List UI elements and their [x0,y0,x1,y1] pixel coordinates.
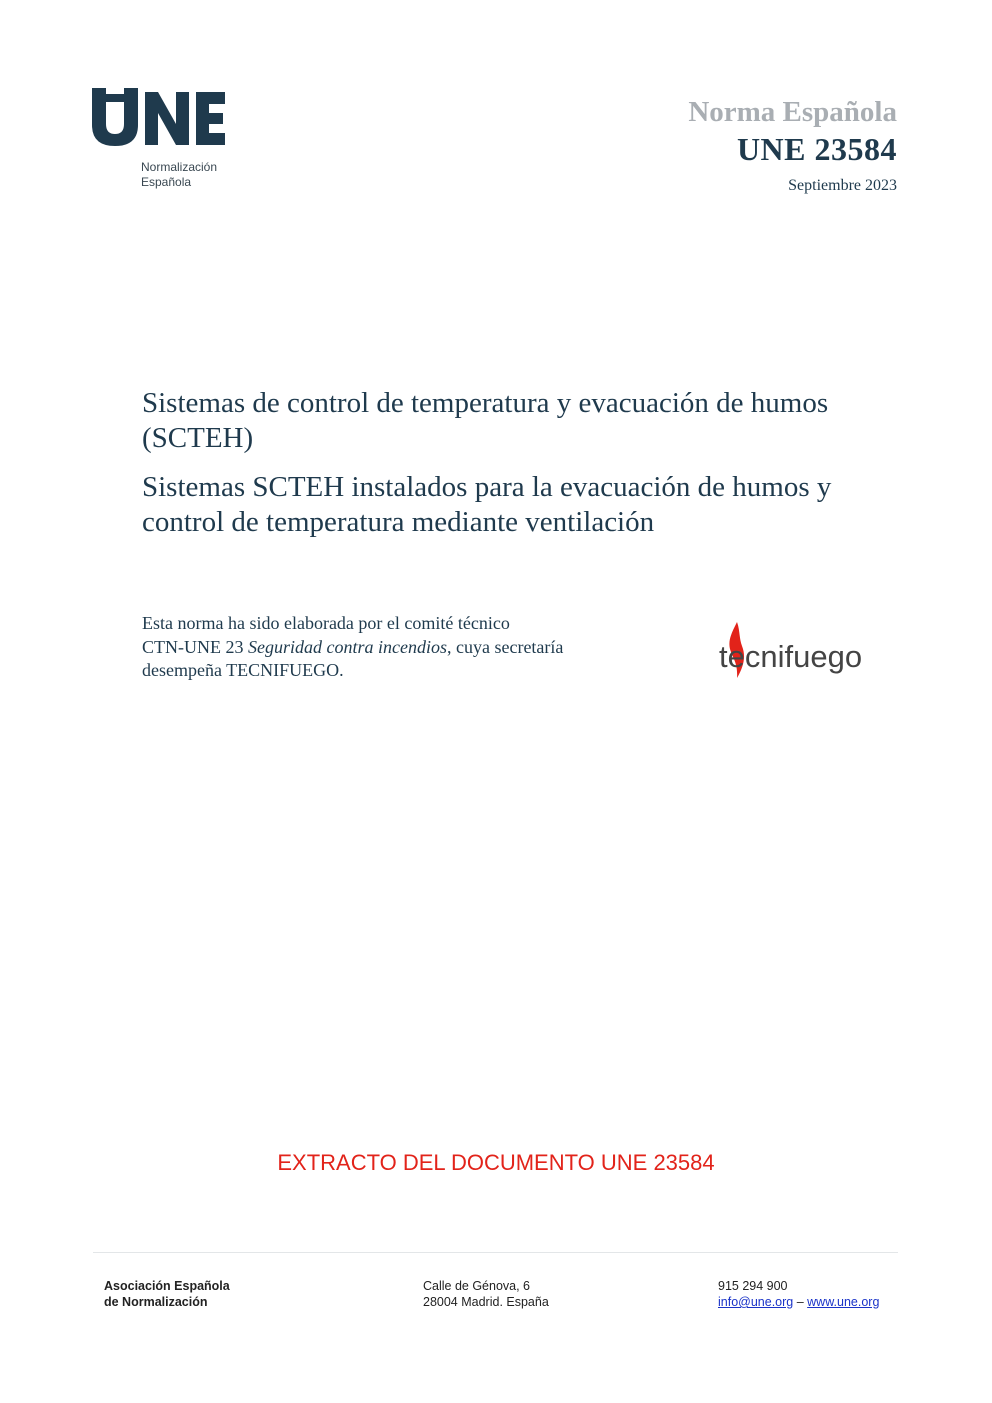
footer-links [718,1294,879,1310]
committee-code: CTN-UNE 23 [142,636,248,657]
footer-addr-line2: 28004 Madrid. España [423,1295,549,1309]
une-logo-subtitle [141,160,217,190]
extract-notice: EXTRACTO DEL DOCUMENTO UNE 23584 [277,1150,715,1175]
footer-org-line2: de Normalización [104,1295,208,1309]
link-separator: – [793,1295,808,1309]
committee-line3: desempeña TECNIFUEGO. [142,660,344,680]
main-title: Sistemas de control de temperatura y evacuación de humos (SCTEH) [142,387,829,454]
footer-contact [718,1278,879,1310]
committee-line2 [142,636,662,660]
une-logo [92,88,237,148]
committee-name: Seguridad contra incendios [248,636,447,657]
norma-code: UNE 23584 [736,131,897,167]
sub-title: Sistemas SCTEH instalados para la evacuación de humos y control de temperatura mediante ventilación [142,471,832,538]
website-link[interactable]: www.une.org [807,1295,880,1309]
footer-phone: 915 294 900 [718,1279,788,1293]
footer-divider [93,1252,898,1253]
committee-line2-suffix: , cuya secretaría [446,636,564,657]
publication-date: Septiembre 2023 [788,177,897,194]
tecnifuego-wordmark: tecnifuego [719,639,863,674]
committee-line1: Esta norma ha sido elaborada por el comité técnico [142,613,510,633]
footer-addr-line1: Calle de Génova, 6 [423,1279,531,1293]
footer-organization [104,1278,230,1310]
committee-statement [142,612,662,683]
footer-org-line1: Asociación Española [104,1279,230,1293]
footer-address [423,1278,549,1310]
norma-label: Norma Española [688,96,897,128]
email-link[interactable]: info@une.org [718,1295,794,1309]
une-subtitle-line2: Española [141,175,192,189]
une-subtitle-line1: Normalización [141,160,218,174]
tecnifuego-logo [718,620,866,684]
